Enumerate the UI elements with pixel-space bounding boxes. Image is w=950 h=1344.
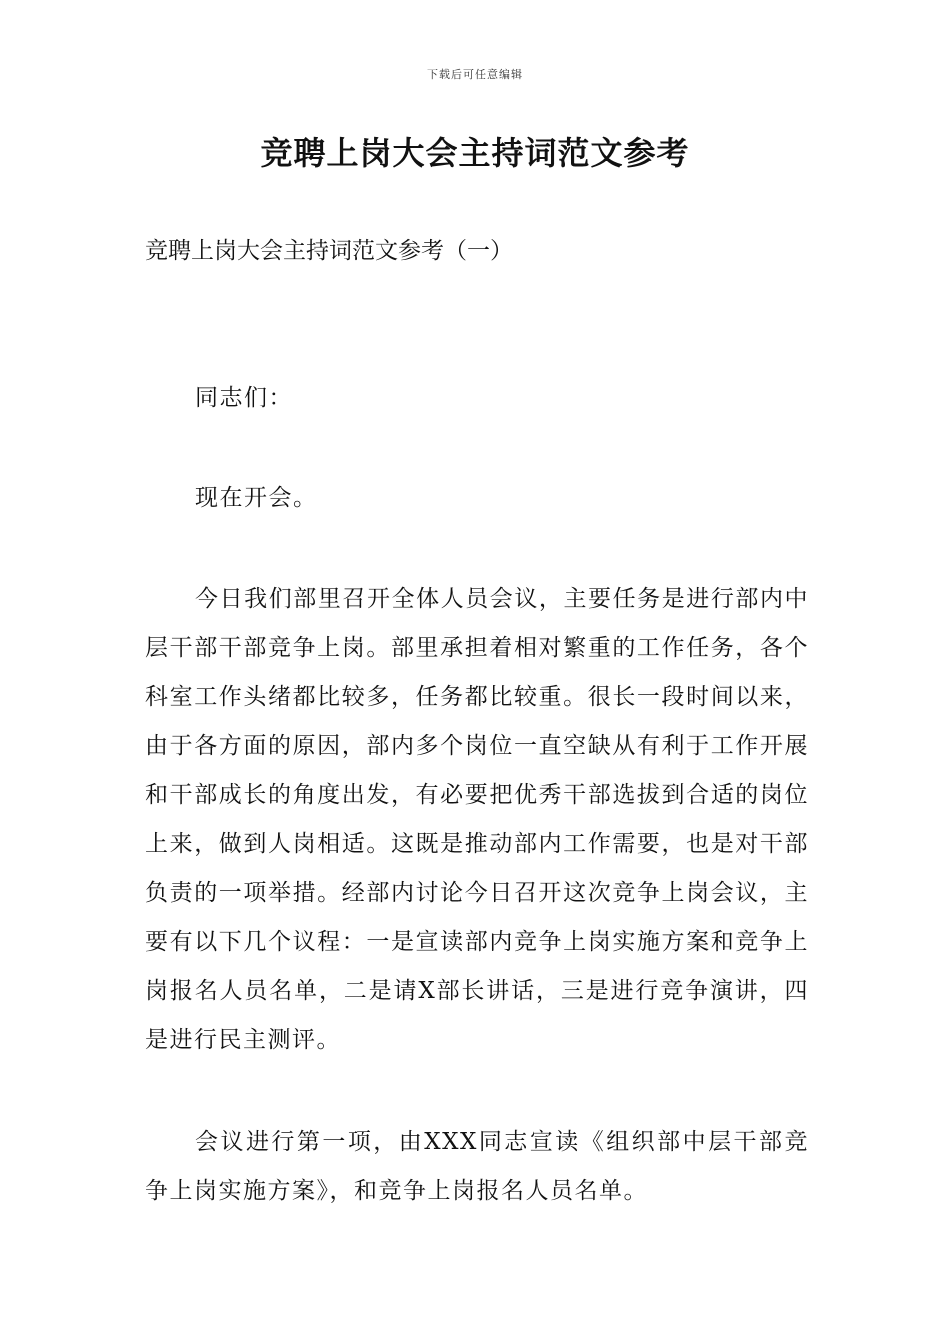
header-note: 下载后可任意编辑 [427,68,523,81]
paragraph-greeting: 同志们： [195,385,293,411]
paragraph-opening: 现在开会。 [195,485,318,511]
paragraph-item-one: 会议进行第一项，由XXX同志宣读《组织部中层干部竞争上岗实施方案》，和竞争上岗报名人员名单。 [145,1129,809,1204]
section-subtitle: 竞聘上岗大会主持词范文参考（一） [145,238,513,264]
document-title: 竞聘上岗大会主持词范文参考 [260,134,690,172]
paragraph-agenda: 今日我们部里召开全体人员会议，主要任务是进行部内中层干部干部竞争上岗。部里承担着相对繁重的工作任务，各个科室工作头绪都比较多，任务都比较重。很长一段时间以来，由于各方面的原因，部内多个岗位一直空缺从有利于工作开展和干部成长的角度出发，有必要把优秀干部选拔到合适的岗位上来，做到人岗相适。这既是推动部内工作需要，也是对干部负责的一项举措。经部内讨论今日召开这次竞争上岗会议，主要有以下几个议程：一是宣读部内竞争上岗实施方案和竞争上岗报名人员名单，二是请X部长讲话，三是进行竞争演讲，四是进行民主测评。 [145,586,809,1053]
